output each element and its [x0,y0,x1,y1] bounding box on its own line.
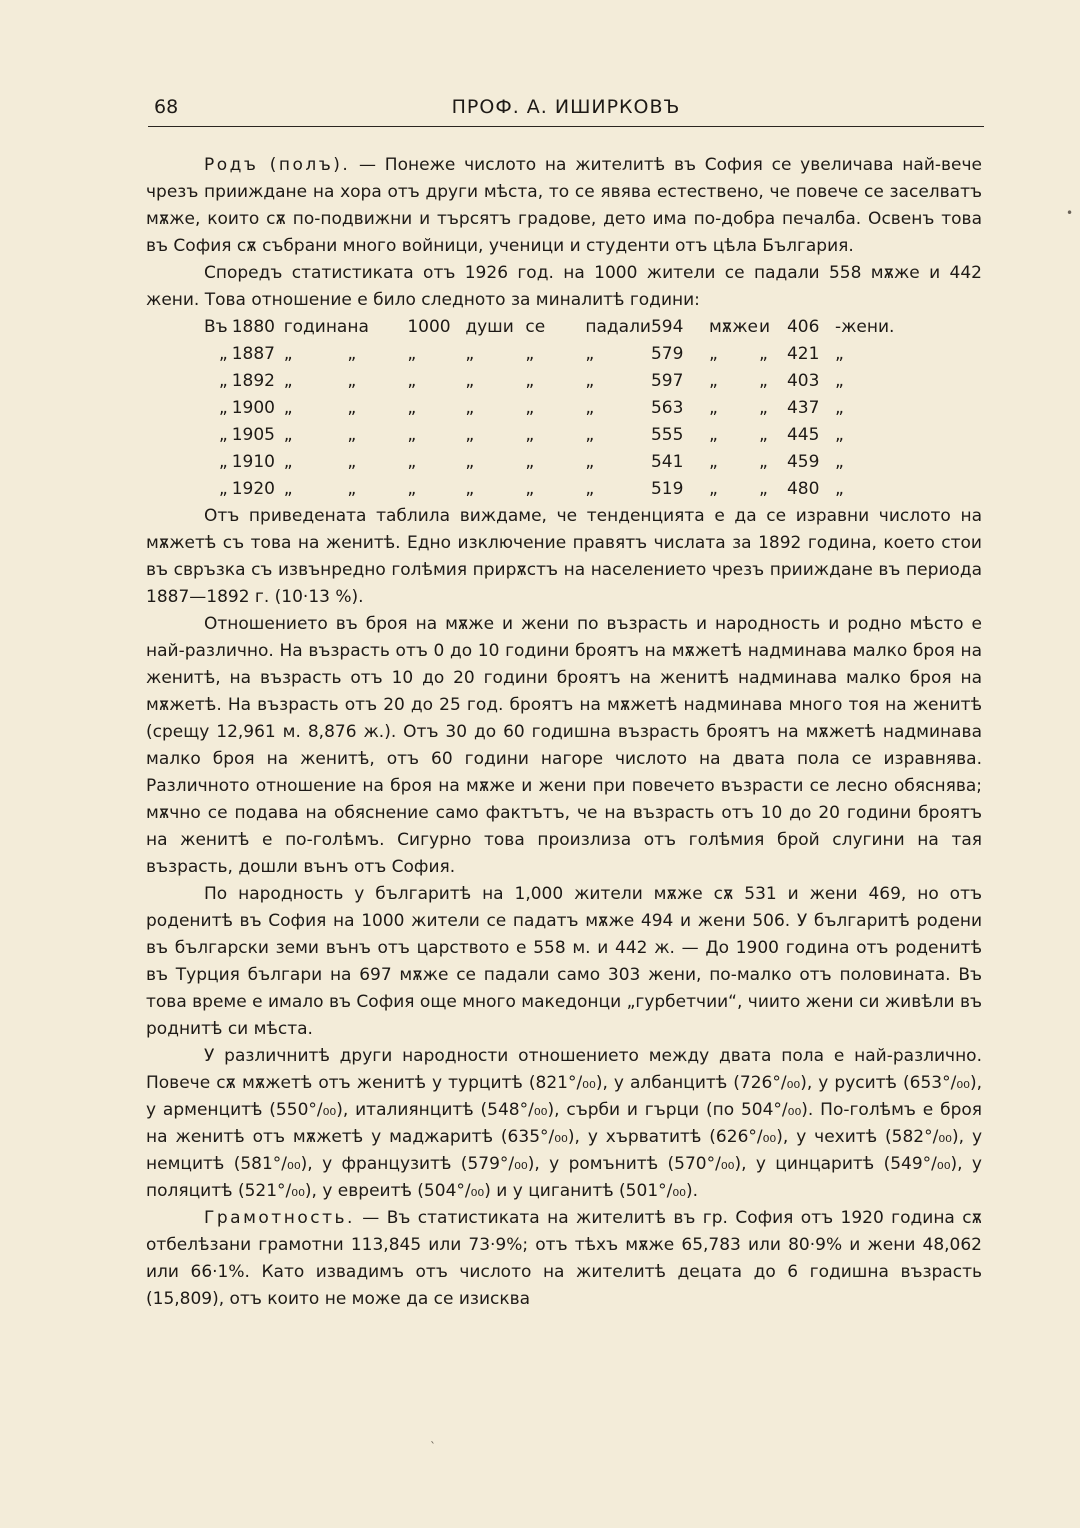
table-cell-men: 555 [650,425,684,445]
table-cell-w4: се [525,317,546,337]
table-cell-w5: „ [585,344,595,364]
paragraph-literacy [146,1205,982,1313]
table-cell-women-label: „ [834,371,844,391]
table-cell-men-label: „ [708,452,718,472]
table-cell-and-word: „ [758,479,768,499]
table-cell-year: 1880 [231,317,275,337]
table-cell-prefix: „ [218,398,228,418]
table-cell-w4: „ [525,452,535,472]
table-cell-w3: „ [465,425,475,445]
table-cell-prefix: „ [218,425,228,445]
table-cell-men: 597 [650,371,684,391]
table-row [204,422,895,449]
table-cell-men: 563 [650,398,684,418]
section-lead-literacy: Грамотность. [204,1208,355,1228]
table-cell-w2: „ [347,479,357,499]
table-cell-men-label: мѫже [708,317,758,337]
paragraph-text: Отношението въ броя на мѫже и жени по възрасть и народность и родно мѣсто е най-различно. На възрасть отъ 0 до 10 години броятъ на мѫжетѣ надминава малко броя на женитѣ, на възрасть отъ 10 до 20 години броятъ на женитѣ надминава малко броя на мѫжетѣ. На възрасть отъ 20 до 25 год. броятъ на мѫжетѣ надминава много тоя на женитѣ (срещу 12,961 м. 8,876 ж.). Отъ 30 до 60 годишна възрасть броятъ на мѫжетѣ надминава малко броя на женитѣ, отъ 60 години нагоре числото на двата пола се изравнява. Различното отношение на броя на мѫже и жени при повечето възрасти се лесно обяснява; мѫчно се подава на обяснение само фактътъ, че на възрасть отъ 10 до 20 години броятъ на женитѣ е по-голѣмъ. Сигурно това произлиза отъ голѣмия брой слугини на тая възрасть, дошли вънъ отъ София. [146,614,982,877]
table-cell-men: 519 [650,479,684,499]
table-cell-w1: година [283,317,348,337]
table-cell-women-label: „ [834,479,844,499]
table-cell-w3: „ [465,398,475,418]
table-cell-w2: „ [347,344,357,364]
table-cell-num: „ [407,425,417,445]
table-cell-and-word: „ [758,371,768,391]
page-header [148,96,984,127]
table-cell-women-label: „ [834,344,844,364]
table-cell-num: 1000 [407,317,451,337]
table-cell-women-label: „ [834,425,844,445]
table-cell-women-label: -жени. [834,317,895,337]
paragraph-trend [146,503,982,611]
table-cell-w3: „ [465,344,475,364]
paragraph-nationality [146,881,982,1043]
table-cell-w1: „ [283,371,293,391]
table-cell-and-word: „ [758,344,768,364]
table-cell-men-label: „ [708,371,718,391]
table-cell-w2: „ [347,425,357,445]
table-row [204,314,895,341]
paragraph-text: По народность у българитѣ на 1,000 жители мѫже сѫ 531 и жени 469, но отъ роденитѣ въ София на 1000 жители се падатъ мѫже 494 и жени 506. У българитѣ родени въ български земи вънъ отъ царството е 558 м. и 442 ж. — До 1900 година отъ роденитѣ въ Турция българи на 697 мѫже се падали само 303 жени, по-малко отъ половината. Въ това време е имало въ София още много македонци „гурбетчии“, чиито жени си живѣли въ роднитѣ си мѣста. [146,884,982,1039]
table-cell-year: 1910 [231,452,275,472]
table-cell-women: 459 [786,452,820,472]
table-cell-w3: „ [465,452,475,472]
paragraph-statistics [146,260,982,314]
table-cell-and-word: „ [758,425,768,445]
sex-ratio-table [204,314,895,503]
paragraph-text: — Понеже числото на жителитѣ въ София се увеличава най-вече чрезъ прииждане на хора отъ други мѣста, то се явява естествено, че повече се заселватъ мѫже, които сѫ по-подвижни и търсятъ градове, дето има по-добра печалба. Освенъ това въ София сѫ събрани много войници, ученици и студенти отъ цѣла България. [146,155,982,256]
table-cell-and-word: „ [758,398,768,418]
table-cell-w4: „ [525,425,535,445]
table-cell-women: 406 [786,317,820,337]
table-cell-and-word: и [758,317,771,337]
table-cell-w5: „ [585,425,595,445]
table-cell-num: „ [407,344,417,364]
table-cell-women: 403 [786,371,820,391]
table-cell-w1: „ [283,479,293,499]
page-number: 68 [154,96,179,118]
table-cell-year: 1900 [231,398,275,418]
table-row [204,395,895,422]
paragraph-sex [146,152,982,260]
body-text [146,152,982,1313]
table-cell-men: 594 [650,317,684,337]
table-cell-w2: „ [347,452,357,472]
paragraph-other-nationalities [146,1043,982,1205]
table-cell-women: 421 [786,344,820,364]
table-cell-and-word: „ [758,452,768,472]
running-title: ПРОФ. А. ИШИРКОВЪ [451,96,681,118]
table-cell-w1: „ [283,344,293,364]
table-cell-year: 1920 [231,479,275,499]
table-cell-men-label: „ [708,398,718,418]
paragraph-text: Отъ приведената таблила виждаме, че тенденцията е да се изравни числото на мѫжетѣ съ това на женитѣ. Едно изключение правятъ числата за 1892 година, което стои въ свръзка съ извънредно голѣмия прирѫстъ на населението чрезъ прииждане въ периода 1887—1892 г. (10·13 %). [146,506,982,607]
table-cell-year: 1892 [231,371,275,391]
table-cell-w5: „ [585,452,595,472]
table-cell-w5: „ [585,479,595,499]
table-cell-year: 1887 [231,344,275,364]
table-row [204,449,895,476]
table-cell-men: 579 [650,344,684,364]
table-cell-w3: „ [465,479,475,499]
table-cell-num: „ [407,371,417,391]
table-cell-men-label: „ [708,425,718,445]
table-cell-women-label: „ [834,452,844,472]
table-cell-prefix: Въ [204,317,228,337]
table-cell-w4: „ [525,344,535,364]
table-cell-w4: „ [525,398,535,418]
table-cell-women: 480 [786,479,820,499]
margin-dot: • [1066,206,1074,220]
table-cell-num: „ [407,398,417,418]
table-cell-num: „ [407,452,417,472]
table-cell-prefix: „ [218,344,228,364]
table-cell-men: 541 [650,452,684,472]
table-cell-w4: „ [525,479,535,499]
table-cell-w2: на [347,317,369,337]
paragraph-text: Споредъ статистиката отъ 1926 год. на 1000 жители се падали 558 мѫже и 442 жени. Това отношение е било следното за миналитѣ години: [146,263,982,310]
table-cell-women: 437 [786,398,820,418]
table-cell-w3: души [465,317,514,337]
table-cell-men-label: „ [708,479,718,499]
table-cell-w1: „ [283,452,293,472]
section-lead-sex: Родъ (полъ). [204,155,351,175]
table-cell-w1: „ [283,425,293,445]
table-cell-men-label: „ [708,344,718,364]
table-row [204,368,895,395]
table-cell-w5: падали [585,317,651,337]
table-cell-w5: „ [585,398,595,418]
table-cell-women: 445 [786,425,820,445]
table-row [204,341,895,368]
table-cell-w5: „ [585,371,595,391]
paragraph-age [146,611,982,881]
table-cell-year: 1905 [231,425,275,445]
table-cell-women-label: „ [834,398,844,418]
table-cell-prefix: „ [218,452,228,472]
table-cell-w2: „ [347,398,357,418]
table-cell-w1: „ [283,398,293,418]
page-speck: ` [430,1440,436,1454]
table-cell-prefix: „ [218,371,228,391]
table-cell-prefix: „ [218,479,228,499]
paragraph-text: У различнитѣ други народности отношението между двата пола е най-различно. Повече сѫ мѫжетѣ отъ женитѣ у турцитѣ (821°/₀₀), у албанцитѣ (726°/₀₀), у руситѣ (653°/₀₀), у арменцитѣ (550°/₀₀), италиянцитѣ (548°/₀₀), сърби и гърци (по 504°/₀₀). По-голѣмъ е броя на женитѣ отъ мѫжетѣ у маджаритѣ (635°/₀₀), у хърватитѣ (626°/₀₀), у чехитѣ (582°/₀₀), у немцитѣ (581°/₀₀), у французитѣ (579°/₀₀), у ромънитѣ (570°/₀₀), у цинцаритѣ (549°/₀₀), у поляцитѣ (521°/₀₀), у евреитѣ (504°/₀₀) и у циганитѣ (501°/₀₀). [146,1046,982,1201]
table-cell-w4: „ [525,371,535,391]
paragraph-text: — Въ статистиката на жителитѣ въ гр. София отъ 1920 година сѫ отбелѣзани грамотни 113,845 или 73·9%; отъ тѣхъ мѫже 65,783 или 80·9% и жени 48,062 или 66·1%. Като извадимъ отъ числото на жителитѣ децата до 6 годишна възрасть (15,809), отъ които не може да се изисква [146,1208,982,1309]
table-cell-w2: „ [347,371,357,391]
table-row [204,476,895,503]
table-cell-num: „ [407,479,417,499]
table-cell-w3: „ [465,371,475,391]
